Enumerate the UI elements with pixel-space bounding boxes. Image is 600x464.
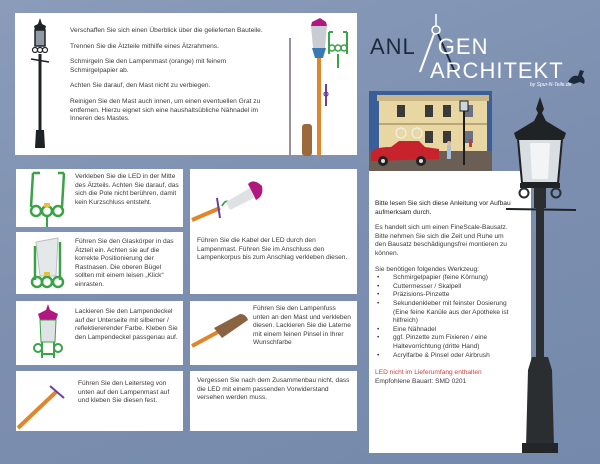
tool-item: • Schmirgelpapier (feine Körnung) [375, 274, 515, 283]
step-text: Verkleben Sie die LED in der Mitte des Ätzteils. Achten Sie darauf, das sich die Pole nicht berühren, damit kein Kurzschluss entsteht. [75, 173, 179, 206]
lamp-foot-icon [192, 312, 252, 352]
brand-logo [368, 18, 598, 88]
logo-text-anl: ANL [370, 34, 416, 59]
intro-paragraph: Verschaffen Sie sich einen Überblick über die gelieferten Bauteile. [70, 27, 263, 34]
ladder-mast-icon [16, 376, 66, 430]
street-lamp-icon [500, 95, 580, 445]
tools-list [375, 274, 515, 360]
model-scene-photo [369, 91, 492, 171]
tool-item: • Cuttermesser / Skalpell [375, 283, 515, 292]
etched-part-led-icon [28, 171, 68, 227]
intro-paragraph: Schmirgeln Sie den Lampenmast (orange) mit feinem Schmirgelpapier ab. [70, 58, 227, 74]
info-lead: Bitte lesen Sie sich diese Anleitung vor Aufbau aufmerksam durch. [375, 200, 511, 216]
logo-text-gen: GEN [437, 34, 489, 59]
logo-byline: by Spur-N-Teile.de [530, 82, 572, 88]
finished-lamp-icon [30, 18, 50, 153]
step-text: Lackieren Sie den Lampendeckel auf der Unterseite mit silberner / reflektiererender Farbe. Kleben Sie den Lampendeckel passgenau auf. [75, 308, 178, 341]
step-text: Führen Sie den Lampenfuss unten an den Mast und verkleben diesen. Lackieren Sie die Laterne mit einem feinen Pinsel in Ihrer Wunschfarbe [253, 305, 351, 347]
tool-item: • Eine Nähnadel [375, 326, 515, 335]
step-text: Führen Sie die Kabel der LED durch den Lampenmast. Führen Sie im Anschluss den Lampenkorpus bis zum Anschlag verkleben diesen. [197, 237, 348, 262]
step-text: Führen Sie den Glaskörper in das Ätzteil ein. Achten sie auf die korrekte Positionierung der Rastnasen. Die oberen Bügel sollten mit einem leisen „Klick“ einrasten. [75, 238, 174, 288]
glass-body-icon [30, 236, 66, 292]
intro-paragraph: Trennen Sie die Ätzteile mithilfe eines Ätzrahmens. [70, 42, 219, 50]
logo-text-architekt: ARCHITEKT [430, 58, 564, 83]
tool-item: • Acrylfarbe & Pinsel oder Airbrush [375, 352, 515, 361]
tool-item: • Präzisions-Pinzette [375, 291, 515, 300]
step-text: Führen Sie den Leitersteg von unten auf den Lampenmast auf und kleben Sie diesen fest. [78, 380, 170, 405]
led-recommendation: Empfohlene Bauart: SMD 0201 [375, 377, 467, 385]
led-warning: LED nicht im Lieferumfang enthalten [375, 369, 482, 377]
lamp-head-icon [30, 304, 66, 362]
tools-heading: Sie benötigen folgendes Werkzeug: [375, 265, 479, 273]
tool-item: • ggf. Pinzette zum Fixieren / eine Haltevorrichtung (dritte Hand) [375, 334, 515, 351]
step-text: Vergessen Sie nach dem Zusammenbau nicht, dass die LED mit einem passenden Vorwiderstand versehen werden muss. [197, 377, 350, 402]
info-text [375, 200, 515, 386]
mast-assembly-icon [192, 180, 272, 240]
intro-text [70, 27, 270, 124]
info-intro: Es handelt sich um einen FineScale-Bausatz. Bitte nehmen Sie sich die Zeit und Ruhe um den Bausatz beschädigungsfrei montieren zu können. [375, 224, 508, 257]
parts-overview-icon [285, 18, 355, 153]
tool-item: • Sekundenkleber mit feinster Dosierung (Eine feine Kanüle aus der Apotheke ist hilfreich) [375, 300, 515, 326]
intro-paragraph: Reinigen Sie den Mast auch innen, um einen eventuellen Grat zu entfernen. Hierzu eignet sich eine haushaltsübliche Nähnadel im Inneren des Mastes. [70, 97, 261, 123]
intro-paragraph: Achten Sie darauf, den Mast nicht zu verbiegen. [70, 82, 211, 90]
